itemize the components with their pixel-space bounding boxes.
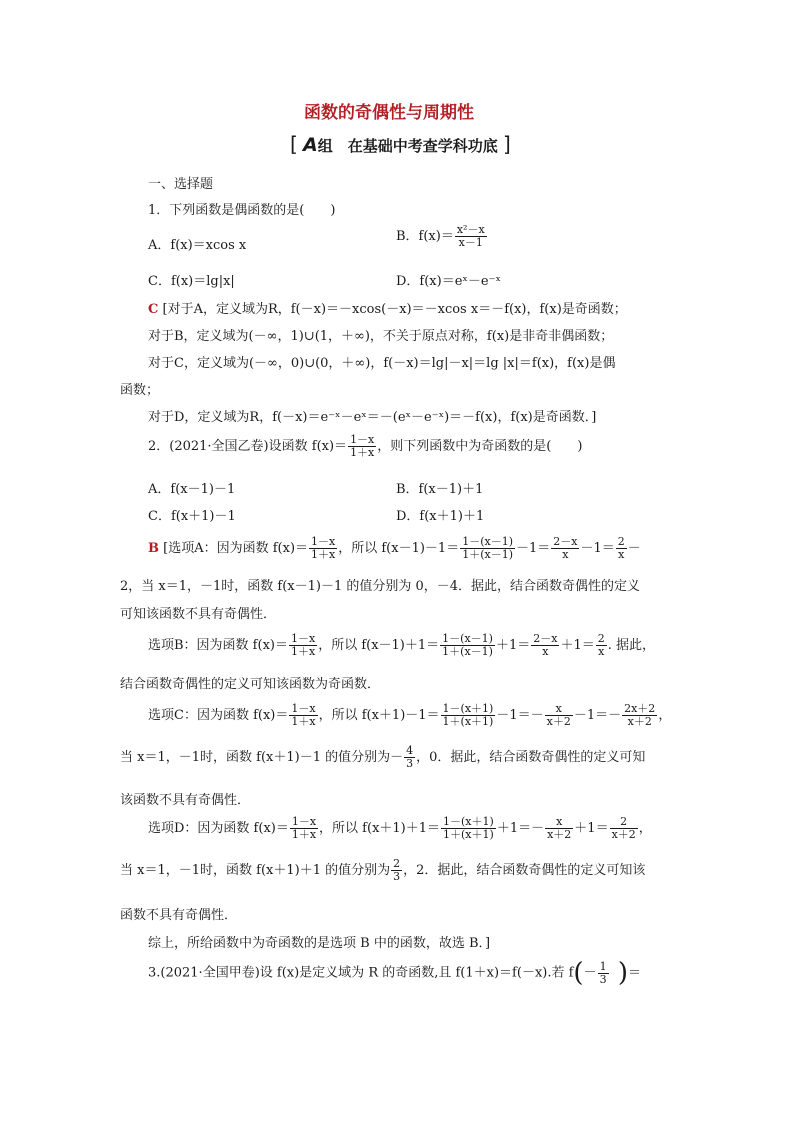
q2-answer: B (148, 541, 159, 556)
q1-option-a: A．f(x)＝xcos x (148, 238, 247, 253)
q1-answer: C (148, 302, 159, 317)
q1-solution-line5: 对于D，定义域为R，f(－x)＝e⁻ˣ－eˣ＝－(eˣ－e⁻ˣ)＝－f(x)，f(x)是奇函数．] (148, 410, 597, 425)
q2-analysis-a-line2: 2，当 x＝1，－1时，函数 f(x－1)－1 的值分别为 0，－4．据此，结合函数奇偶性的定义 (120, 579, 641, 594)
q1-option-b-prefix: B．f(x)＝ (396, 229, 454, 244)
q2-analysis-d-line1: 选项D：因为函数 f(x)＝ $\frac{1-x}{1+x}$ ，所以 f(x＋1)＋1＝ $\frac{1-(x+1)}{1+(x+1)}$ ＋1＝－ $\frac{x}{x+2}$ ＋1＝ $\frac{2}{x+2}$ ， (148, 815, 652, 841)
q2-analysis-b-line2: 结合函数奇偶性的定义可知该函数为奇函数． (120, 677, 381, 692)
q2-analysis-c-line1: 选项C：因为函数 f(x)＝ $\frac{1-x}{1+x}$ ，所以 f(x＋1)－1＝ $\frac{1-(x+1)}{1+(x+1)}$ －1＝－ $\frac{x}{x+2}$ －1＝－ $\frac{2x+2}{x+2}$ ， (148, 702, 672, 728)
q2-analysis-b-line1: 选项B：因为函数 f(x)＝ $\frac{1-x}{1+x}$ ，所以 f(x－1)＋1＝ $\frac{1-(x-1)}{1+(x-1)}$ ＋1＝ $\frac{2-x}{x}$ ＋1＝ $\frac{2}{x}$ . 据此， (148, 632, 655, 658)
section-heading: 一、选择题 (148, 177, 214, 192)
q1-solution-line2: 对于B，定义域为(－∞，1)∪(1，＋∞)，不关于原点对称，f(x)是非奇非偶函数； (148, 329, 614, 344)
q2-option-c: C．f(x＋1)－1 (148, 509, 236, 524)
bracket-open: [ (290, 132, 298, 156)
group-heading (290, 132, 511, 156)
q2-option-d: D．f(x＋1)＋1 (396, 509, 485, 524)
q2-option-a: A．f(x－1)－1 (148, 482, 236, 497)
q2-option-b: B．f(x－1)＋1 (396, 482, 484, 497)
q3-stem: 3.(2021·全国甲卷)设 f(x)是定义域为 R 的奇函数,且 f(1＋x)＝f(－x).若 f(－ $\frac{1}{3}$ )＝ (148, 958, 642, 988)
group-letter: A (303, 134, 318, 156)
group-label: 组 在基础中考查学科功底 (317, 137, 498, 155)
q1-option-d: D．f(x)＝eˣ－e⁻ˣ (396, 274, 501, 289)
q2-analysis-c-line2: 当 x＝1，－1时，函数 f(x＋1)－1 的值分别为－ $\frac{4}{3}$ ，0．据此，结合函数奇偶性的定义可知 (120, 744, 646, 770)
q1-solution-line3: 对于C，定义域为(－∞，0)∪(0，＋∞)，f(－x)＝lg|－x|＝lg |x|＝f(x)，f(x)是偶 (148, 356, 616, 371)
q2-analysis-d-line3: 函数不具有奇偶性． (120, 908, 238, 923)
q1-option-c: C．f(x)＝lg|x| (148, 274, 235, 289)
q2-analysis-c-line3: 该函数不具有奇偶性． (120, 793, 251, 808)
page-title: 函数的奇偶性与周期性 (304, 103, 474, 123)
q1-solution-line4: 函数； (120, 383, 160, 398)
q2-stem: 2．(2021·全国乙卷)设函数 f(x)＝ $\frac{1-x}{1+x}$ ，则下列函数中为奇函数的是( ) (148, 433, 583, 459)
q2-summary: 综上，所给函数中为奇函数的是选项 B 中的函数，故选 B．] (148, 936, 491, 951)
bracket-close: ] (503, 132, 511, 156)
q2-analysis-a-line1: B [选项A：因为函数 f(x)＝ $\frac{1-x}{1+x}$ ，所以 f(x－1)－1＝ $\frac{1-(x-1)}{1+(x-1)}$ －1＝ $\frac{2-x}{x}$ －1＝ $\frac{2}{x}$ － (148, 535, 641, 561)
q2-analysis-a-line3: 可知该函数不具有奇偶性． (120, 607, 277, 622)
q1-option-b-fraction: $\frac{\text{x²－x}}{x-1}$ (456, 223, 485, 249)
q2-analysis-d-line2: 当 x＝1，－1时，函数 f(x＋1)＋1 的值分别为 $\frac{2}{3}$ ，2．据此，结合函数奇偶性的定义可知该 (120, 857, 646, 883)
q1-stem: 1．下列函数是偶函数的是( ) (148, 203, 336, 218)
q1-solution-line1: C [对于A，定义域为R，f(－x)＝－xcos(－x)＝－xcos x＝－f(x)，f(x)是奇函数； (148, 302, 627, 317)
q1-option-b (396, 224, 488, 249)
